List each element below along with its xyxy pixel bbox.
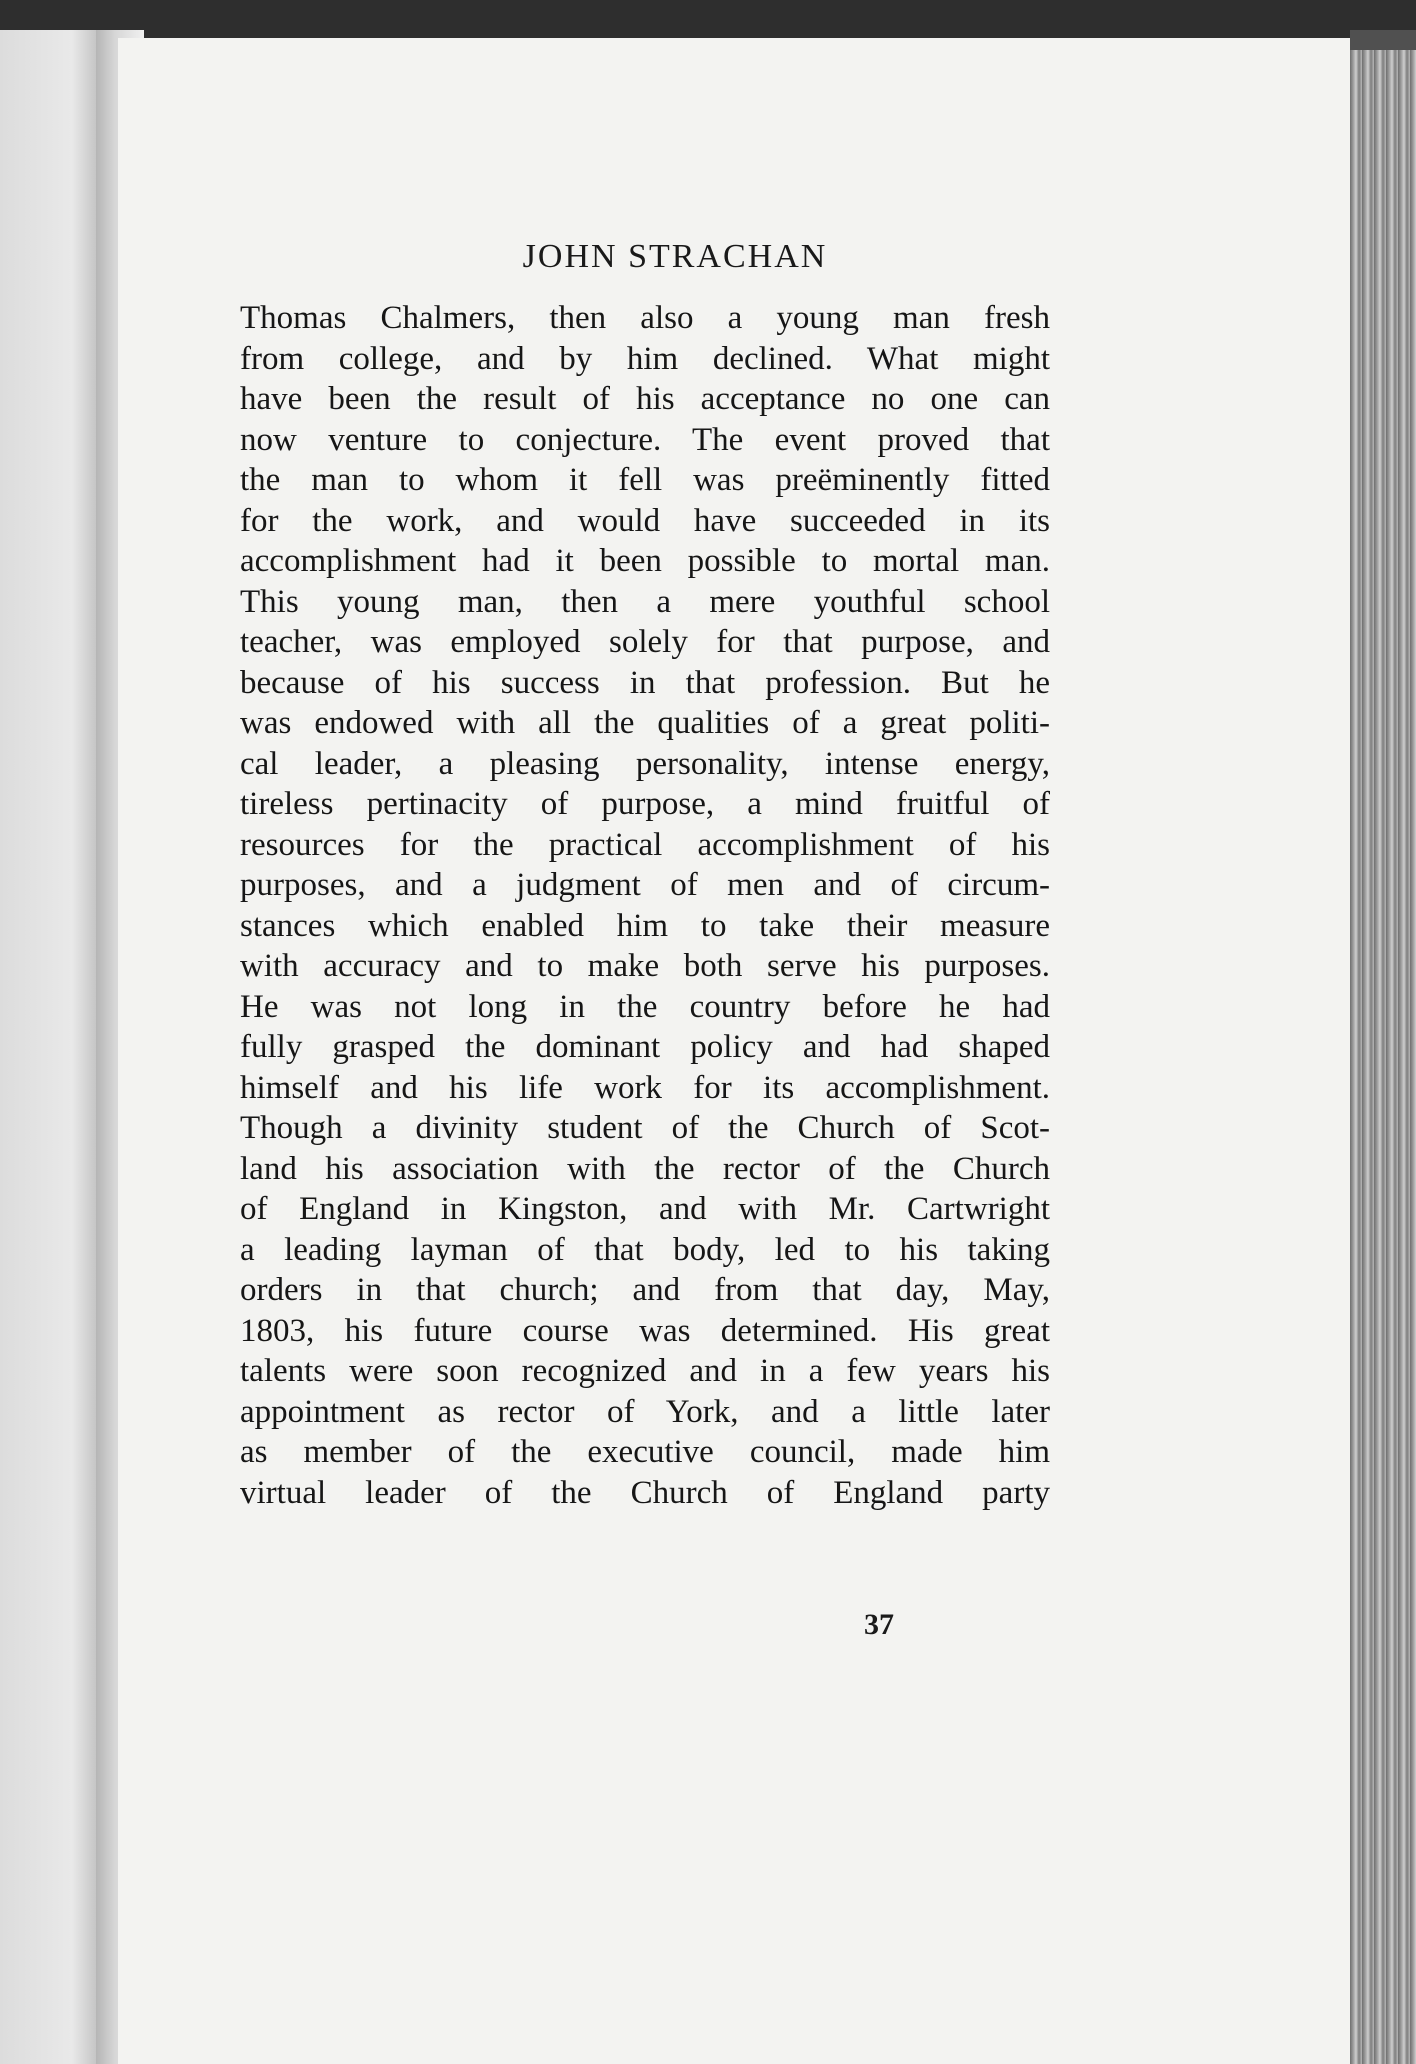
text-line: This young man, then a mere youthful school xyxy=(240,583,1050,620)
text-line: Though a divinity student of the Church of Scot- xyxy=(240,1110,1050,1146)
text-line: resources for the practical accomplishment of his xyxy=(240,826,1050,863)
text-line: from college, and by him declined. What might xyxy=(240,340,1050,377)
text-line: have been the result of his acceptance no one can xyxy=(240,381,1050,417)
text-line: stances which enabled him to take their measure xyxy=(240,907,1050,944)
page-text-block xyxy=(240,238,1050,1513)
body-paragraph xyxy=(240,298,1050,1513)
text-line: was endowed with all the qualities of a great politi- xyxy=(240,705,1050,741)
text-line: a leading layman of that body, led to his taking xyxy=(240,1231,1050,1268)
text-line: land his association with the rector of the Church xyxy=(240,1150,1050,1187)
text-line: himself and his life work for its accomplishment. xyxy=(240,1069,1050,1106)
text-line: orders in that church; and from that day, May, xyxy=(240,1272,1050,1308)
text-line: fully grasped the dominant policy and had shaped xyxy=(240,1029,1050,1065)
text-line: cal leader, a pleasing personality, intense energy, xyxy=(240,745,1050,782)
text-line: of England in Kingston, and with Mr. Cartwright xyxy=(240,1191,1050,1227)
page-fore-edge xyxy=(1350,50,1416,2064)
text-line: tireless pertinacity of purpose, a mind fruitful of xyxy=(240,786,1050,822)
text-line: with accuracy and to make both serve his purposes. xyxy=(240,948,1050,984)
page-number: 37 xyxy=(864,1608,894,1641)
text-line: now venture to conjecture. The event proved that xyxy=(240,421,1050,458)
text-line: virtual leader of the Church of England party xyxy=(240,1474,1050,1511)
text-line: because of his success in that profession. But he xyxy=(240,664,1050,701)
text-line: Thomas Chalmers, then also a young man fresh xyxy=(240,300,1050,336)
text-line: for the work, and would have succeeded in its xyxy=(240,502,1050,539)
running-head: JOHN STRACHAN xyxy=(522,238,828,275)
text-line: He was not long in the country before he had xyxy=(240,988,1050,1025)
text-line: the man to whom it fell was preëminently fitted xyxy=(240,462,1050,498)
text-line: talents were soon recognized and in a few years his xyxy=(240,1353,1050,1389)
text-line: as member of the executive council, made him xyxy=(240,1434,1050,1470)
text-line: appointment as rector of York, and a little later xyxy=(240,1393,1050,1430)
text-line: 1803, his future course was determined. His great xyxy=(240,1312,1050,1349)
text-line: teacher, was employed solely for that purpose, and xyxy=(240,624,1050,660)
text-line: accomplishment had it been possible to mortal man. xyxy=(240,543,1050,579)
text-line: purposes, and a judgment of men and of circum- xyxy=(240,867,1050,903)
